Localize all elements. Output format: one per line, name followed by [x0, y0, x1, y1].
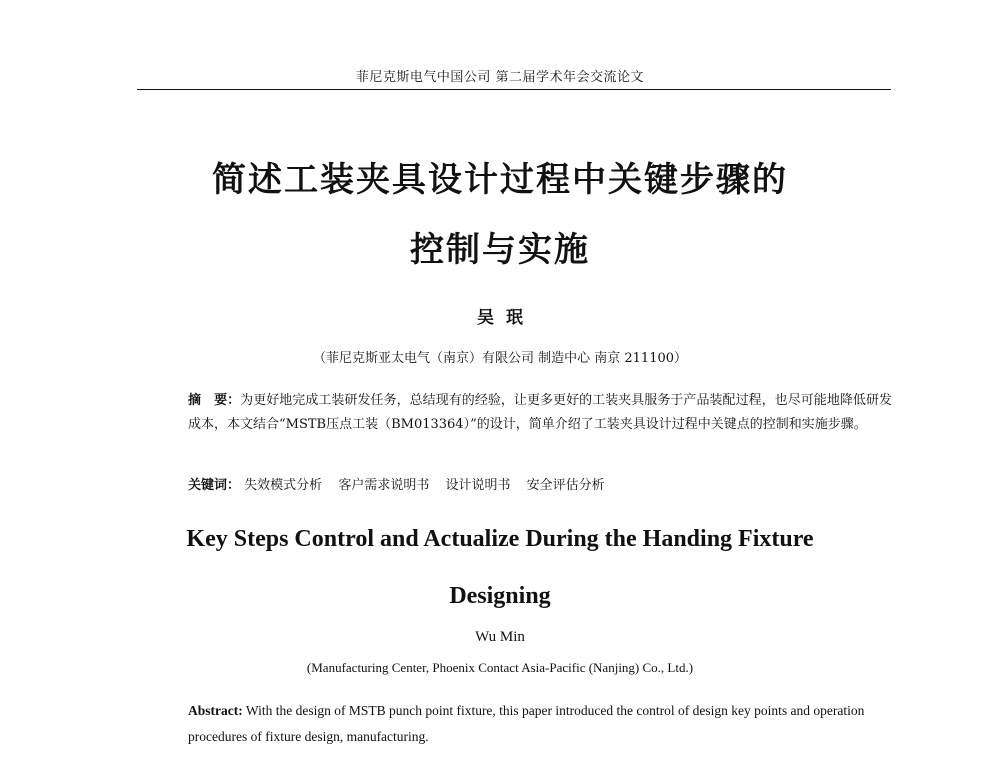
en-author: Wu Min [475, 629, 525, 645]
running-header: 菲尼克斯电气中国公司 第二届学术年会交流论文 [355, 70, 645, 85]
en-abstract-label: Abstract: [188, 703, 243, 718]
cn-affiliation: （菲尼克斯亚太电气（南京）有限公司 制造中心 南京 211100） [312, 351, 688, 366]
cn-abstract [188, 389, 892, 437]
keyword: 客户需求说明书 [338, 478, 430, 493]
header-rule [137, 89, 891, 90]
en-affiliation: (Manufacturing Center, Phoenix Contact Asia-Pacific (Nanjing) Co., Ltd.) [306, 660, 694, 675]
en-title-line2: Designing [449, 583, 551, 609]
cn-abstract-label: 摘 要： [188, 393, 241, 408]
keyword: 失效模式分析 [244, 478, 323, 493]
keyword: 设计说明书 [445, 478, 511, 493]
cn-keywords-label: 关键词： [188, 478, 241, 493]
cn-abstract-text: 为更好地完成工装研发任务，总结现有的经验，让更多更好的工装夹具服务于产品装配过程，也尽可能地降低研发成本，本文结合“MSTB压点工装（BM013364）”的设计，简单介绍了工装夹具设计过程中关键点的控制和实施步骤。 [188, 393, 892, 432]
cn-author: 吴珉 [477, 308, 535, 328]
keyword: 安全评估分析 [526, 478, 605, 493]
en-title-line1: Key Steps Control and Actualize During the Handing Fixture [186, 526, 814, 552]
cn-title-line2: 控制与实施 [410, 230, 590, 270]
cn-title-line1: 简述工装夹具设计过程中关键步骤的 [212, 160, 788, 200]
en-abstract [188, 698, 892, 750]
en-abstract-text: With the design of MSTB punch point fixture, this paper introduced the control of design key points and operation procedures of fixture design, manufacturing. [188, 703, 865, 744]
cn-keywords [188, 474, 892, 493]
